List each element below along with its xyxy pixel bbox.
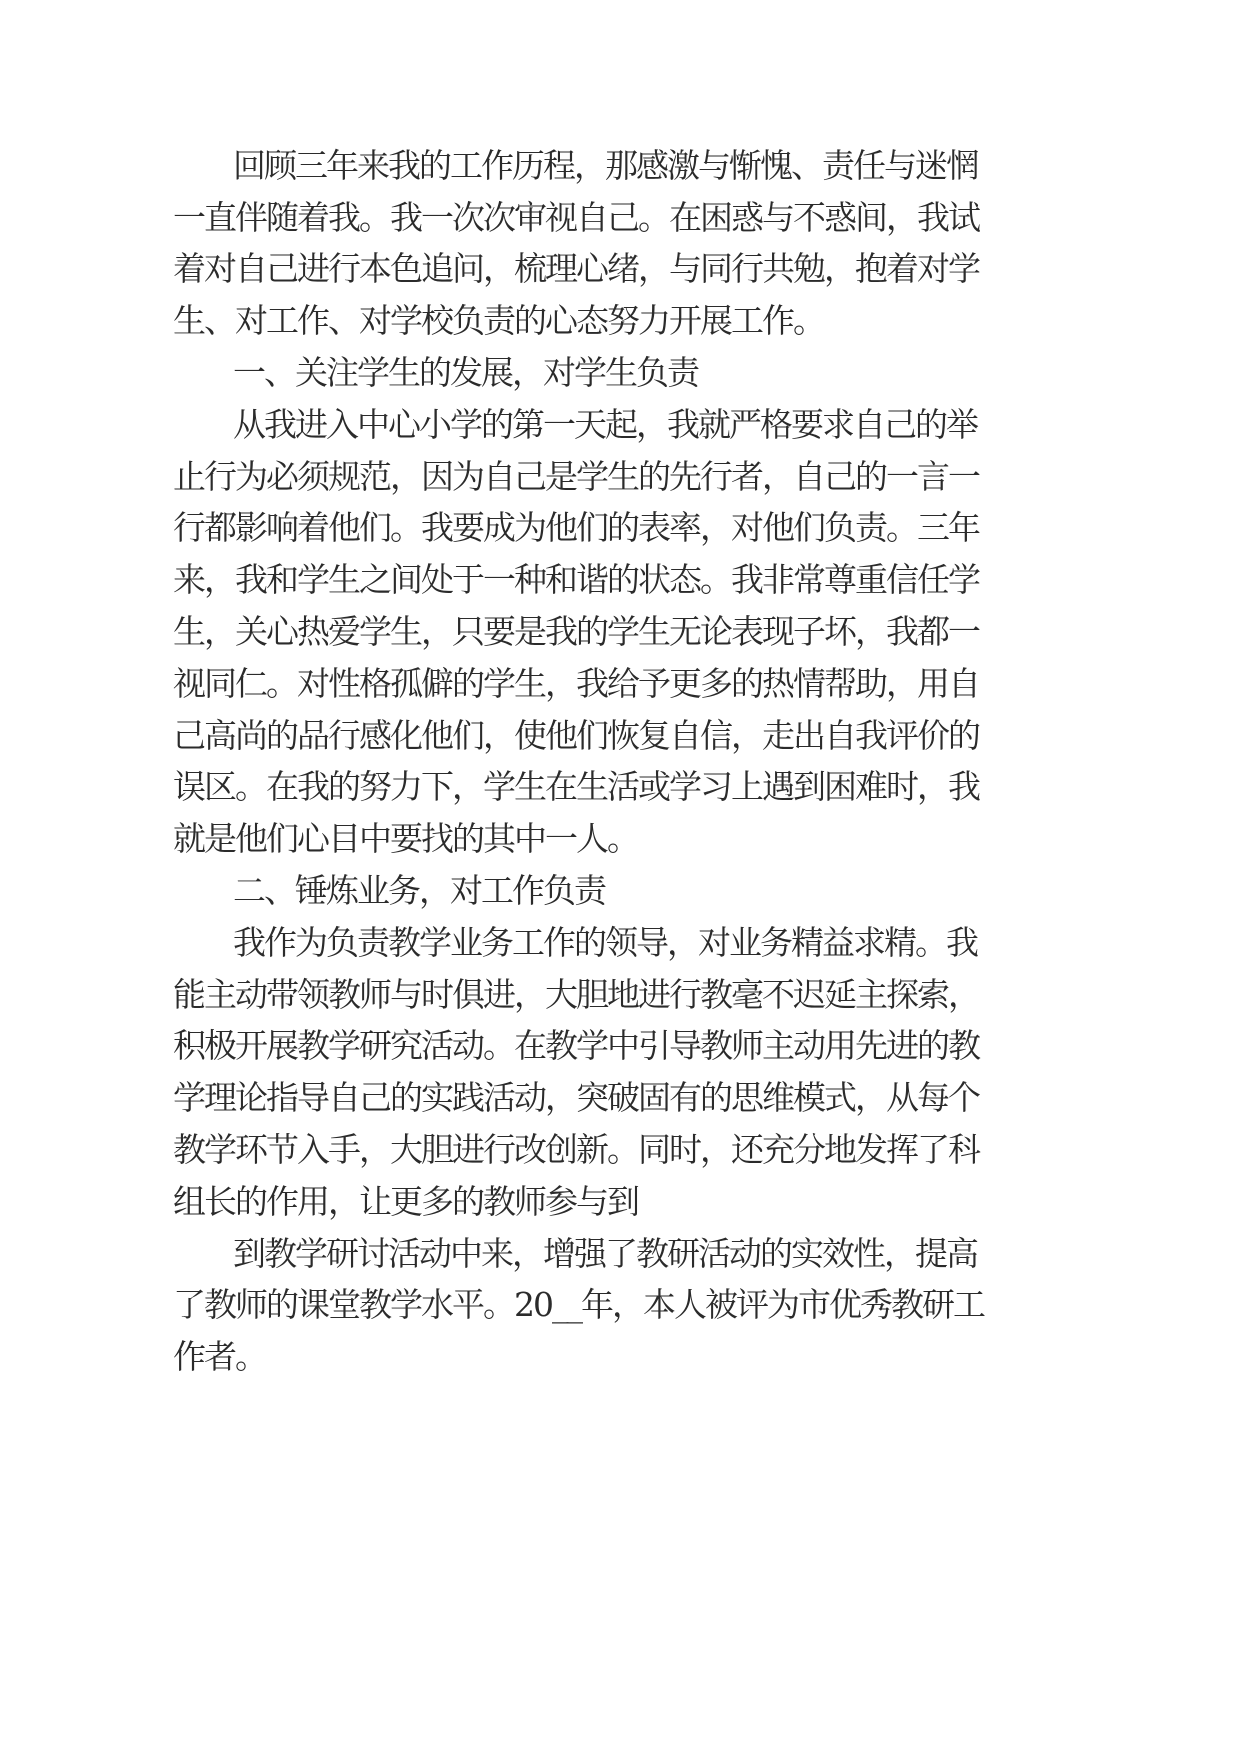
text-line: 学理论指导自己的实践活动，突破固有的思维模式，从每个 [173,1078,979,1117]
text-line: 视同仁。对性格孤僻的学生，我给予更多的热情帮助，用自 [173,664,979,703]
text-line: 就是他们心目中要找的其中一人。 [173,819,638,858]
text-line: 了教师的课堂教学水平。20__年，本人被评为市优秀教研工 [173,1285,984,1324]
text-line: 止行为必须规范，因为自己是学生的先行者，自己的一言一 [173,457,979,496]
text-line: 积极开展教学研究活动。在教学中引导教师主动用先进的教 [173,1026,979,1065]
text-line: 生、对工作、对学校负责的心态努力开展工作。 [173,301,824,340]
text-line: 着对自己进行本色追问，梳理心绪，与同行共勉，抱着对学 [173,249,979,288]
text-line: 作者。 [173,1337,266,1376]
text-line: 误区。在我的努力下，学生在生活或学习上遇到困难时，我 [173,767,979,806]
text-line: 到教学研讨活动中来，增强了教研活动的实效性，提高 [233,1234,977,1273]
text-line: 行都影响着他们。我要成为他们的表率，对他们负责。三年 [173,508,979,547]
section-heading: 一、关注学生的发展，对学生负责 [233,353,698,392]
text-line: 来，我和学生之间处于一种和谐的状态。我非常尊重信任学 [173,560,979,599]
section-heading: 二、锤炼业务，对工作负责 [233,871,605,910]
text-line: 回顾三年来我的工作历程，那感激与惭愧、责任与迷惘 [233,146,977,185]
text-line: 生，关心热爱学生，只要是我的学生无论表现子坏，我都一 [173,612,979,651]
text-line: 从我进入中心小学的第一天起，我就严格要求自己的举 [233,405,977,444]
text-line: 己高尚的品行感化他们，使他们恢复自信，走出自我评价的 [173,716,979,755]
text-line: 我作为负责教学业务工作的领导，对业务精益求精。我 [233,923,977,962]
text-line: 教学环节入手，大胆进行改创新。同时，还充分地发挥了科 [173,1130,979,1169]
text-line: 组长的作用，让更多的教师参与到 [173,1182,638,1221]
text-line: 能主动带领教师与时俱进，大胆地进行教毫不迟延主探索， [173,975,979,1014]
text-line: 一直伴随着我。我一次次审视自己。在困惑与不惑间，我试 [173,198,979,237]
